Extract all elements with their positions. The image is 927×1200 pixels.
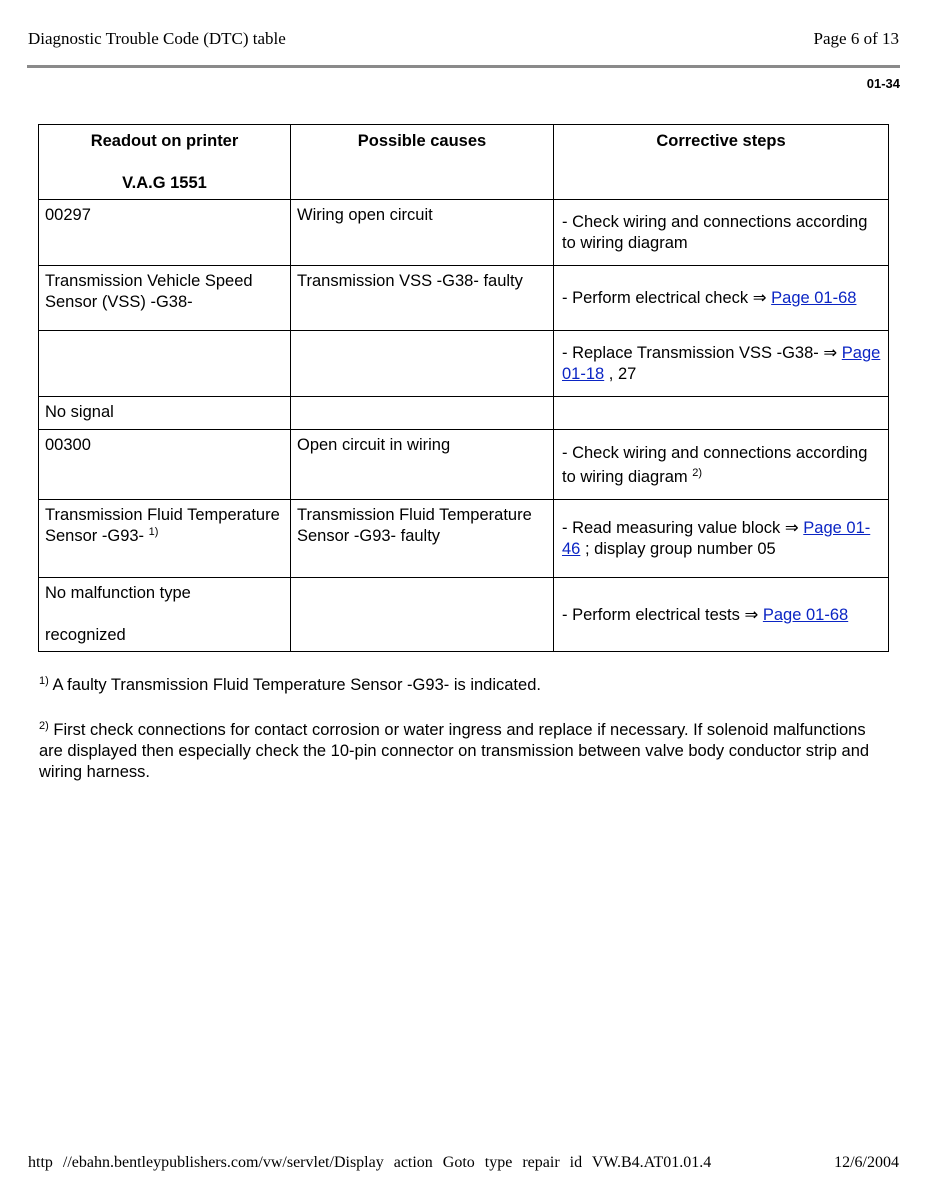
table-row bbox=[39, 331, 889, 397]
header-causes: Possible causes bbox=[291, 125, 554, 200]
table-row bbox=[39, 397, 889, 430]
footnote-text: A faulty Transmission Fluid Temperature Sensor -G93- is indicated. bbox=[48, 676, 541, 694]
cell-step: - Check wiring and connections according to wiring diagram bbox=[554, 200, 889, 266]
footnote-mark: 2) bbox=[39, 720, 49, 732]
page-link[interactable]: Page 01-68 bbox=[771, 289, 857, 307]
footnote-2 bbox=[39, 720, 889, 783]
readout-line1: No malfunction type bbox=[45, 584, 191, 602]
table-row bbox=[39, 430, 889, 500]
page-link[interactable]: Page 01-68 bbox=[762, 605, 849, 624]
cell-cause: Transmission VSS -G38- faulty bbox=[291, 266, 554, 331]
cell-readout: Transmission Vehicle Speed Sensor (VSS) -G38- bbox=[39, 266, 291, 331]
step-suffix: ; display group number 05 bbox=[580, 540, 776, 558]
footnote-ref: 2) bbox=[692, 467, 703, 479]
table-row bbox=[39, 500, 889, 578]
cell-readout bbox=[39, 578, 291, 652]
header-steps: Corrective steps bbox=[554, 125, 889, 200]
table-row bbox=[39, 200, 889, 266]
footer-url: http //ebahn.bentleypublishers.com/vw/servlet/Display action Goto type repair id VW.B4.AT01.01.4 bbox=[28, 1154, 712, 1171]
readout-text: Transmission Fluid Temperature Sensor -G93- bbox=[45, 506, 280, 545]
footer-date: 12/6/2004 bbox=[834, 1154, 899, 1171]
cell-cause: Open circuit in wiring bbox=[291, 430, 554, 500]
cell-step bbox=[554, 578, 889, 652]
header-readout-line1: Readout on printer bbox=[90, 132, 239, 150]
table-header-row bbox=[39, 125, 889, 200]
cell-cause: Transmission Fluid Temperature Sensor -G93- faulty bbox=[291, 500, 554, 578]
document-title: Diagnostic Trouble Code (DTC) table bbox=[28, 29, 286, 48]
header-readout-line2: V.A.G 1551 bbox=[122, 174, 207, 192]
header-readout bbox=[39, 125, 291, 200]
section-code: 01-34 bbox=[866, 76, 900, 91]
footnote-1 bbox=[39, 675, 889, 696]
table-row bbox=[39, 578, 889, 652]
page-number: Page 6 of 13 bbox=[813, 29, 899, 48]
cell-readout: No signal bbox=[39, 397, 291, 430]
cell-step bbox=[554, 430, 889, 500]
table-row bbox=[39, 266, 889, 331]
step-text: - Read measuring value block ⇒ bbox=[562, 519, 804, 537]
cell-readout: 00297 bbox=[39, 200, 291, 266]
cell-step bbox=[554, 500, 889, 578]
footnote-text: First check connections for contact corrosion or water ingress and replace if necessary. If solenoid malfunctions are displayed then especially check the 10-pin connector on transmission between valve body conductor strip and wiring harness. bbox=[39, 721, 870, 781]
step-text: - Perform electrical check ⇒ bbox=[562, 289, 772, 307]
footnote-mark: 1) bbox=[39, 675, 49, 687]
cell-step bbox=[554, 266, 889, 331]
footnote-ref: 1) bbox=[148, 526, 159, 538]
step-text: - Check wiring and connections according to wiring diagram bbox=[562, 444, 868, 486]
cell-cause: Wiring open circuit bbox=[291, 200, 554, 266]
cell-cause bbox=[291, 578, 554, 652]
step-text: - Replace Transmission VSS -G38- ⇒ bbox=[562, 344, 842, 362]
page-link[interactable]: Page 01-18 bbox=[562, 344, 881, 383]
dtc-table bbox=[38, 124, 889, 652]
cell-cause bbox=[291, 397, 554, 430]
cell-readout bbox=[39, 331, 291, 397]
cell-step bbox=[554, 397, 889, 430]
readout-line2: recognized bbox=[45, 626, 126, 644]
step-text: - Perform electrical tests ⇒ bbox=[562, 605, 763, 624]
header-divider bbox=[27, 65, 900, 68]
step-suffix: , 27 bbox=[604, 365, 637, 383]
cell-readout: 00300 bbox=[39, 430, 291, 500]
page-link[interactable]: Page 01-46 bbox=[562, 519, 871, 558]
cell-cause bbox=[291, 331, 554, 397]
cell-step bbox=[554, 331, 889, 397]
cell-readout bbox=[39, 500, 291, 578]
